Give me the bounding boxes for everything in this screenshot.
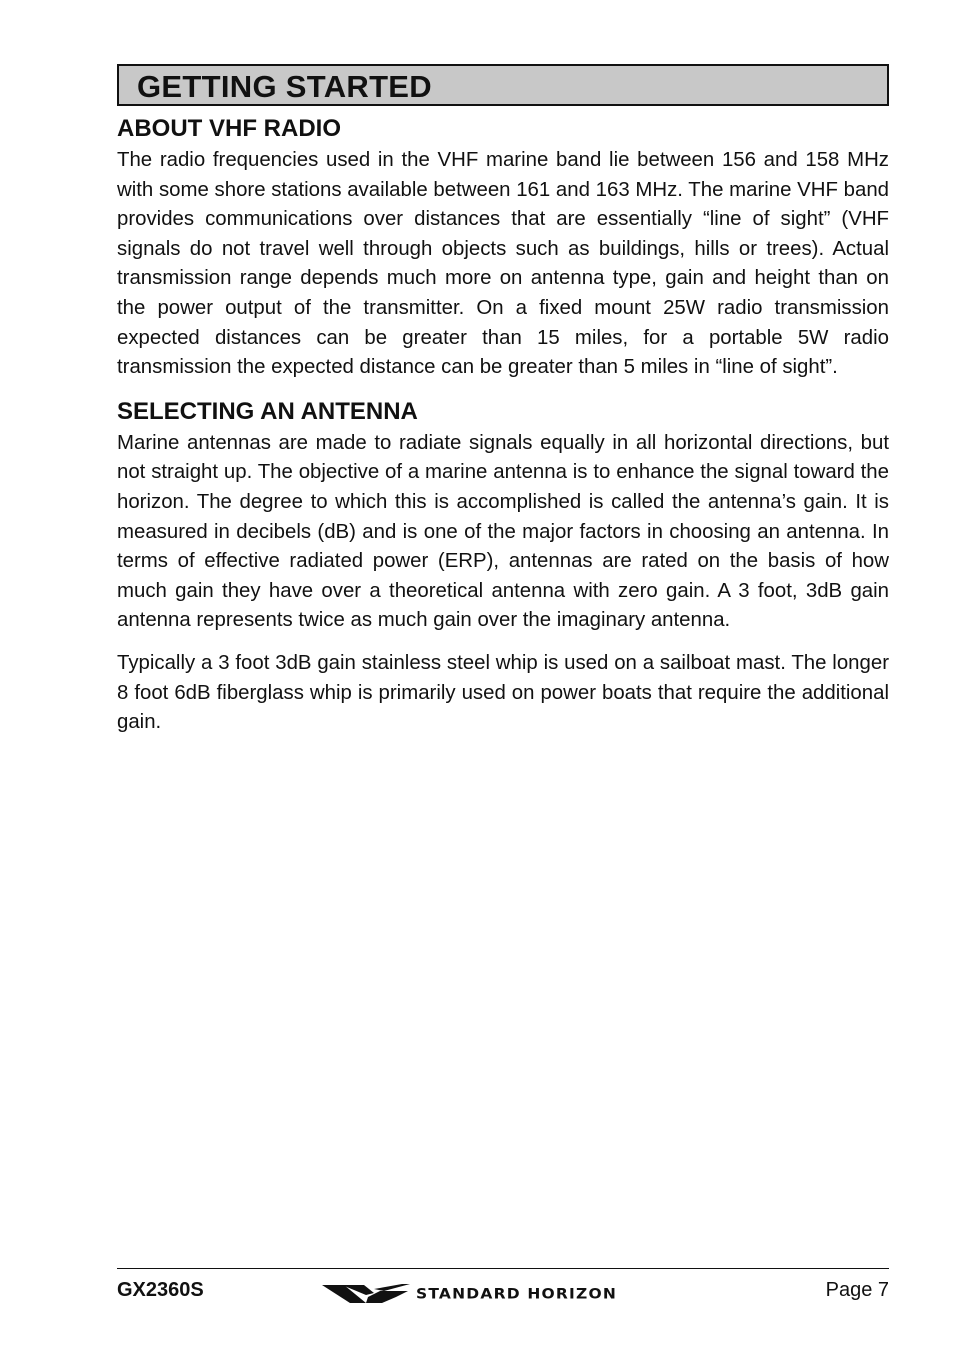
paragraph-whip-types: Typically a 3 foot 3dB gain stainless steel whip is used on a sailboat mast. The longer 8 foot 6dB fiberglass whip is primarily used on power boats that require the additional gain. <box>117 651 889 734</box>
page-content <box>117 64 889 738</box>
chapter-header-bar <box>117 64 889 106</box>
page-footer <box>117 1268 889 1313</box>
brand-logo-icon <box>322 1281 410 1307</box>
paragraph-antenna-gain: Marine antennas are made to radiate signals equally in all horizontal directions, but not straight up. The objective of a marine antenna is to enhance the signal toward the horizon. The degree to which this is accomplished is called the antenna’s gain. It is measured in decibels (dB) and is one of the major factors in choosing an antenna. In terms of effective radiated power (ERP), antennas are rated on the basis of how much gain they have over a theoretical antenna with zero gain. A 3 foot, 3dB gain antenna represents twice as much gain over the imaginary antenna. <box>117 431 889 632</box>
brand-logo-text: STANDARD HORIZON <box>416 1285 617 1303</box>
section-heading-about-vhf-radio: ABOUT VHF RADIO <box>117 115 341 142</box>
brand-logo <box>322 1281 617 1307</box>
section-heading-selecting-an-antenna: SELECTING AN ANTENNA <box>117 397 418 425</box>
footer-page-number: Page 7 <box>825 1279 889 1301</box>
chapter-title: GETTING STARTED <box>137 68 432 104</box>
paragraph-about-vhf-radio: The radio frequencies used in the VHF marine band lie between 156 and 158 MHz with some shore stations available between 161 and 163 MHz. The marine VHF band provides communications over distances that are essentially “line of sight” (VHF signals do not travel well through objects such as buildings, hills or trees). Actual transmission range depends much more on antenna type, gain and height than on the power output of the transmitter. On a fixed mount 25W radio transmission expected distances can be greater than 15 miles, for a portable 5W radio transmission the expected distance can be greater than 5 miles in “line of sight”. <box>117 149 889 379</box>
footer-model-number: GX2360S <box>117 1279 204 1301</box>
